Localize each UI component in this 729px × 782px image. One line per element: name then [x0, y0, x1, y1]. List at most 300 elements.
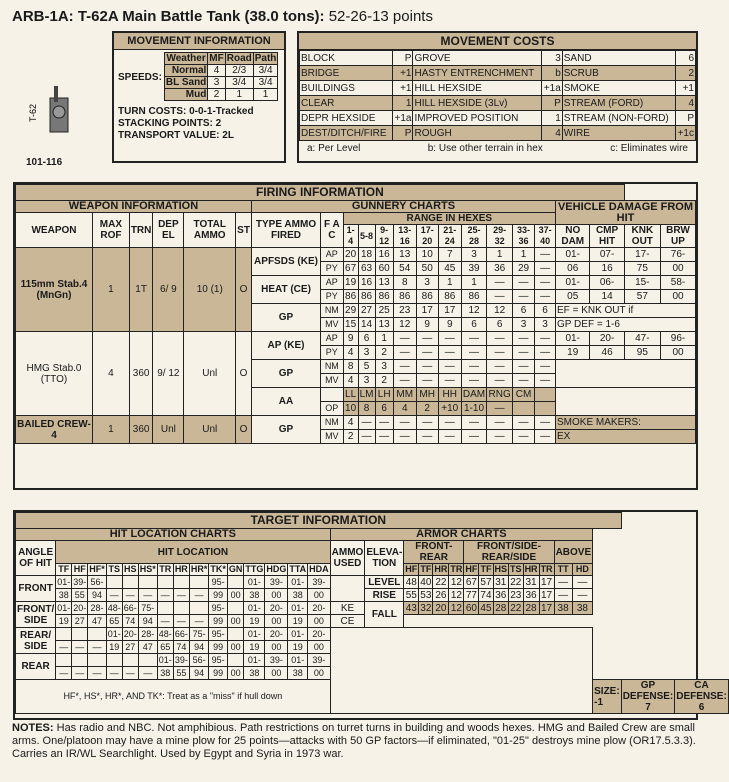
unit-counter: [18, 82, 96, 168]
cell: 00: [227, 615, 244, 628]
cell: HF: [72, 564, 88, 576]
cell: 9: [438, 318, 461, 332]
cell: CE: [330, 615, 365, 628]
cell: HF: [405, 564, 418, 574]
cell: Unl: [153, 416, 184, 444]
cell: 13: [375, 276, 393, 290]
cell: 45: [438, 262, 461, 276]
cell: 6: [461, 318, 487, 332]
note-a: a: Per Level: [307, 143, 361, 154]
cell: +1a: [541, 81, 562, 96]
notes-text: Has radio and NBC. Not amphibious. Path restrictions on turret turns in building and woods hexes. HMG and Bailed Crew are small arms. One/platoon may have a mine plow for 25 points—attacks with 50 GP factors—if eliminated, "01-25" destroys mine plow (OR17.5.3.3). Carries an IR/WL Searchlight. Used by Egypt and Syria in 1973 war.: [12, 722, 696, 760]
cell: 5-8: [358, 225, 375, 248]
cell: —: [416, 346, 438, 360]
cell: —: [461, 332, 487, 346]
cell: GP: [251, 304, 320, 332]
cell: DEPR HEXSIDE: [300, 111, 393, 126]
cell: 115mm Stab.4 (MnGn): [16, 248, 93, 332]
cell: 00: [308, 589, 331, 602]
cell: TR: [540, 564, 553, 574]
cell: 27: [72, 615, 88, 628]
turn-costs: TURN COSTS: 0-0-1-Tracked: [118, 106, 254, 117]
col-path: Path: [254, 53, 277, 64]
cell: CMP HIT: [590, 225, 624, 248]
cell: —: [512, 346, 534, 360]
cell: —: [157, 589, 173, 602]
cell: 65: [106, 615, 122, 628]
cell: 95-: [209, 576, 228, 589]
cell: LL: [345, 389, 357, 400]
cell: 01-: [288, 576, 308, 589]
cell: TRN: [129, 213, 153, 248]
note-b: b: Use other terrain in hex: [427, 143, 543, 154]
cell: 17: [541, 576, 553, 588]
cell: —: [554, 576, 572, 589]
cell: 99: [209, 615, 228, 628]
firing-info-box: [13, 182, 698, 490]
cell: —: [512, 430, 534, 444]
cell: —: [88, 641, 107, 654]
cell: TTG: [245, 564, 264, 574]
cell: 40: [420, 576, 432, 588]
cell: TTA: [289, 564, 307, 574]
cell: AP: [321, 248, 344, 262]
cell: 56-: [88, 576, 107, 589]
cell: [189, 602, 209, 615]
cell: —: [512, 374, 534, 388]
cell: —: [487, 360, 513, 374]
cell: 38: [288, 589, 308, 602]
cell: HH: [438, 388, 461, 402]
cell: +1c: [675, 126, 695, 141]
cell: HASTY ENTRENCHMENT: [413, 66, 541, 81]
cell: 38: [157, 667, 173, 680]
cell: 2: [416, 402, 438, 416]
cell: 01-: [288, 654, 308, 667]
cell: HR: [524, 564, 538, 574]
cell: 20-: [308, 602, 331, 615]
cell: 360: [129, 332, 153, 416]
cell: 86: [345, 291, 357, 302]
cell: PY: [321, 262, 344, 276]
cell: 1: [375, 332, 393, 346]
cell: —: [56, 667, 72, 680]
cell: 22: [433, 576, 449, 589]
cell: IMPROVED POSITION: [413, 111, 541, 126]
cell: AP: [321, 332, 344, 346]
cell: NM: [321, 416, 344, 430]
cell: —: [173, 589, 189, 602]
cell: 1-4: [343, 225, 358, 248]
cell: 17-: [624, 248, 660, 262]
cell: 3: [358, 346, 375, 360]
movement-costs-notes: [299, 141, 696, 156]
title-points: 52-26-13 points: [328, 8, 433, 25]
cell: 47-: [624, 332, 660, 346]
cell: 38: [288, 667, 308, 680]
cell: 00: [308, 615, 331, 628]
cell: —: [535, 290, 556, 304]
cell: —: [487, 346, 513, 360]
cell: HR: [434, 564, 448, 574]
cell: HF*, HS*, HR*, AND TK*: Treat as a "miss" if hull down: [16, 680, 331, 714]
cell: BRW UP: [661, 225, 696, 248]
cell: —: [393, 346, 416, 360]
speeds-label: SPEEDS:: [118, 72, 162, 83]
cell: HEAT (CE): [251, 276, 320, 304]
cell: 01-: [244, 654, 265, 667]
cell: —: [535, 430, 556, 444]
cell: [227, 576, 244, 589]
cell: [173, 576, 189, 589]
cell: DEST/DITCH/FIRE: [300, 126, 393, 141]
cell: F A C: [321, 213, 344, 248]
cell: 5: [358, 360, 375, 374]
cell: 16: [358, 276, 375, 290]
cell: +1: [392, 66, 413, 81]
cell: AMMO USED: [330, 541, 365, 576]
cell: —: [487, 416, 513, 430]
cell: [72, 654, 88, 667]
cell: 2: [375, 374, 393, 388]
movement-costs-table: [299, 50, 696, 141]
cell: O: [236, 332, 252, 416]
cell: REAR: [16, 654, 56, 680]
cell: NO DAM: [556, 225, 590, 248]
cell: —: [438, 430, 461, 444]
cell: HMG Stab.0 (TTO): [16, 332, 93, 416]
hit-location-row: [16, 602, 729, 615]
cell: —: [438, 374, 461, 388]
cell: GP DEF = 1-6: [556, 318, 696, 332]
cell: 86: [393, 290, 416, 304]
cell: HS: [494, 564, 508, 574]
cell: 27: [122, 641, 138, 654]
cell: —: [157, 615, 173, 628]
cell: [157, 576, 173, 589]
cell: 12: [450, 576, 462, 588]
cell: KE: [330, 602, 365, 615]
cell: 1: [541, 111, 562, 126]
cell: GROVE: [413, 51, 541, 66]
cell: 14: [590, 290, 624, 304]
cell: ARMOR CHARTS: [330, 529, 592, 541]
cell: —: [535, 416, 556, 430]
cell: 65: [157, 641, 173, 654]
cell: —: [122, 589, 138, 602]
cell: 01-: [57, 576, 71, 587]
cell: 26: [433, 589, 449, 602]
speed-cell: 1: [253, 89, 278, 101]
cell: 19: [288, 641, 308, 654]
cell: 86: [416, 290, 438, 304]
cell: 96-: [661, 332, 696, 346]
cell: 12: [450, 602, 462, 614]
cell: 2: [343, 430, 358, 444]
cell: —: [416, 332, 438, 346]
cell: 14: [358, 318, 375, 332]
cell: —: [189, 615, 209, 628]
cell: 1: [392, 96, 413, 111]
tank-icon: [18, 82, 96, 152]
cell: 6: [535, 304, 556, 318]
cell: 00: [265, 641, 288, 654]
cell: 1: [487, 248, 513, 262]
cell: 54: [393, 262, 416, 276]
cell: 38: [56, 589, 72, 602]
movement-costs-title: MOVEMENT COSTS: [299, 33, 696, 50]
cell: 06: [556, 262, 590, 276]
cell: 39-: [308, 654, 331, 667]
cell: 00: [227, 589, 244, 602]
cell: RNG: [488, 389, 511, 400]
cell: O: [236, 248, 252, 332]
cell: Unl: [184, 416, 236, 444]
cell: 38: [244, 667, 265, 680]
cell: ELEVA- TION: [365, 541, 404, 576]
cell: PY: [321, 290, 344, 304]
cell: 00: [308, 667, 331, 680]
cell: GN: [228, 564, 243, 574]
speed-cell: 3/4: [225, 77, 253, 89]
cell: 86: [461, 290, 487, 304]
speed-cell: 4: [208, 65, 225, 77]
cell: MM: [393, 388, 416, 402]
speeds-table: [164, 52, 279, 101]
cell: AA: [251, 388, 320, 416]
cell: 75-: [138, 602, 157, 615]
hit-location-row: [16, 589, 729, 602]
cell: 22: [510, 602, 522, 614]
cell: 27: [358, 304, 375, 318]
cell: 20-: [590, 332, 624, 346]
cell: 66-: [174, 628, 188, 639]
cell: —: [535, 346, 556, 360]
cell: TS: [510, 564, 522, 574]
cell: 28-: [138, 628, 157, 641]
cell: 19: [345, 277, 357, 288]
cell: TT: [554, 564, 572, 576]
cell: 23: [510, 589, 522, 601]
cell: [138, 576, 157, 589]
cell: DAM: [462, 389, 486, 400]
cell: CLEAR: [300, 96, 393, 111]
cell: 00: [265, 667, 288, 680]
cell: TOTAL AMMO: [184, 213, 236, 248]
cell: 66-: [123, 602, 137, 613]
cell: —: [358, 416, 375, 430]
cell: —: [554, 589, 572, 602]
cell: —: [416, 430, 438, 444]
cell: 3: [512, 318, 534, 332]
cell: —: [535, 248, 556, 262]
cell: 67: [345, 263, 357, 274]
cell: HILL HEXSIDE (3Lv): [413, 96, 541, 111]
cell: 05: [556, 290, 590, 304]
cell: 01-: [244, 628, 265, 641]
cell: TYPE AMMO FIRED: [251, 213, 320, 248]
cell: 28: [523, 602, 539, 615]
cell: 6: [375, 402, 393, 416]
cell: SCRUB: [562, 66, 675, 81]
cell: 8: [393, 276, 416, 290]
cell: 00: [227, 641, 244, 654]
cell: MAX ROF: [92, 213, 129, 248]
cell: —: [572, 576, 592, 589]
cell: —: [461, 374, 487, 388]
cell: 31: [493, 576, 509, 589]
cell: HDA: [309, 564, 329, 574]
hit-location-row: [16, 628, 729, 641]
cell: BAILED CREW-4: [16, 416, 93, 444]
cell: LH: [375, 388, 393, 402]
cell: 48-: [107, 602, 121, 613]
cell: 86: [358, 290, 375, 304]
cell: MV: [321, 430, 344, 444]
unit-code: T-62: [28, 103, 38, 122]
cell: 1: [461, 276, 487, 290]
cell: 48-: [158, 628, 172, 639]
cell: 36: [493, 589, 509, 602]
cell: 12: [461, 304, 487, 318]
cell: HS: [124, 564, 137, 574]
cell: +1a: [392, 111, 413, 126]
cell: HF: [465, 564, 478, 574]
cell: 22: [510, 576, 522, 588]
cell: —: [393, 430, 416, 444]
note-c: c: Eliminates wire: [610, 143, 688, 154]
cell: 20-: [265, 628, 288, 641]
cell: —: [189, 589, 209, 602]
notes-label: NOTES:: [12, 722, 54, 734]
cell: —: [375, 430, 393, 444]
cell: —: [461, 430, 487, 444]
cell: [227, 602, 244, 615]
movement-cost-row: [300, 126, 696, 141]
cell: 17: [438, 304, 461, 318]
cell: 29: [345, 305, 357, 316]
cell: ABOVE: [554, 541, 593, 564]
cell: 01-: [556, 276, 590, 290]
cell: STREAM (FORD): [562, 96, 675, 111]
firing-row: [16, 416, 696, 430]
cell: LEVEL: [365, 576, 404, 589]
cell: HR*: [190, 564, 208, 574]
cell: 12: [393, 318, 416, 332]
cell: 94: [138, 615, 157, 628]
cell: MH: [416, 388, 438, 402]
cell: —: [438, 416, 461, 430]
cell: —: [512, 276, 534, 290]
cell: STREAM (NON-FORD): [562, 111, 675, 126]
cell: GP: [251, 360, 320, 388]
cell: 95: [624, 346, 660, 360]
cell: DEP EL: [153, 213, 184, 248]
cell: +1: [392, 81, 413, 96]
cell: 86: [438, 290, 461, 304]
cell: FRONT: [16, 576, 56, 602]
cell: 17: [541, 602, 553, 614]
cell: —: [438, 360, 461, 374]
cell: 19: [106, 641, 122, 654]
cell: CA DEFENSE: 6: [676, 680, 727, 713]
cell: —: [487, 430, 513, 444]
cell: 9-12: [375, 225, 393, 248]
cell: 01-: [288, 628, 308, 641]
cell: O: [236, 416, 252, 444]
speed-cell: Mud: [164, 89, 207, 101]
cell: —: [106, 589, 122, 602]
cell: AP: [321, 276, 344, 290]
cell: 55: [405, 589, 417, 601]
cell: —: [138, 589, 157, 602]
cell: 10 (1): [184, 248, 236, 332]
cell: HD: [572, 564, 592, 576]
cell: —: [512, 290, 534, 304]
cell: 39-: [308, 576, 331, 589]
cell: TF: [420, 564, 432, 574]
cell: 17: [416, 304, 438, 318]
cell: HR: [174, 564, 188, 574]
speed-cell: 3/4: [253, 77, 278, 89]
cell: [512, 402, 534, 416]
cell: [56, 628, 72, 641]
cell: 9: [416, 318, 438, 332]
cell: 99: [209, 667, 228, 680]
firing-row: [16, 248, 696, 262]
cell: 8: [358, 402, 375, 416]
target-table: [15, 512, 729, 714]
cell: P: [675, 111, 695, 126]
cell: 50: [416, 262, 438, 276]
cell: P: [541, 96, 562, 111]
cell: [189, 576, 209, 589]
cell: BUILDINGS: [300, 81, 393, 96]
firing-table: [15, 184, 696, 444]
cell: FRONT-REAR: [404, 541, 464, 564]
cell: 6: [358, 332, 375, 346]
cell: —: [512, 360, 534, 374]
cell: 4: [343, 416, 358, 430]
cell: WEAPON: [16, 213, 93, 248]
cell: SMOKE MAKERS:: [556, 416, 696, 430]
transport-value: TRANSPORT VALUE: 2L: [118, 130, 234, 141]
cell: 75-: [189, 628, 209, 641]
cell: 3: [535, 318, 556, 332]
cell: 2: [375, 346, 393, 360]
cell: 00: [227, 667, 244, 680]
movement-info-title: MOVEMENT INFORMATION: [114, 33, 284, 50]
cell: —: [535, 360, 556, 374]
cell: [88, 628, 107, 641]
cell: 31: [523, 576, 539, 589]
cell: —: [535, 276, 556, 290]
cell: —: [416, 360, 438, 374]
cell: 47: [88, 615, 107, 628]
cell: 00: [661, 262, 696, 276]
cell: HILL HEXSIDE: [413, 81, 541, 96]
cell: 4: [393, 402, 416, 416]
cell: 6: [487, 318, 513, 332]
cell: 56-: [189, 654, 209, 667]
cell: 57: [624, 290, 660, 304]
cell: 39: [461, 262, 487, 276]
cell: 38: [244, 589, 265, 602]
cell: 60: [375, 262, 393, 276]
cell: 7: [438, 248, 461, 262]
speed-cell: 1: [225, 89, 253, 101]
cell: 6/ 9: [153, 248, 184, 332]
